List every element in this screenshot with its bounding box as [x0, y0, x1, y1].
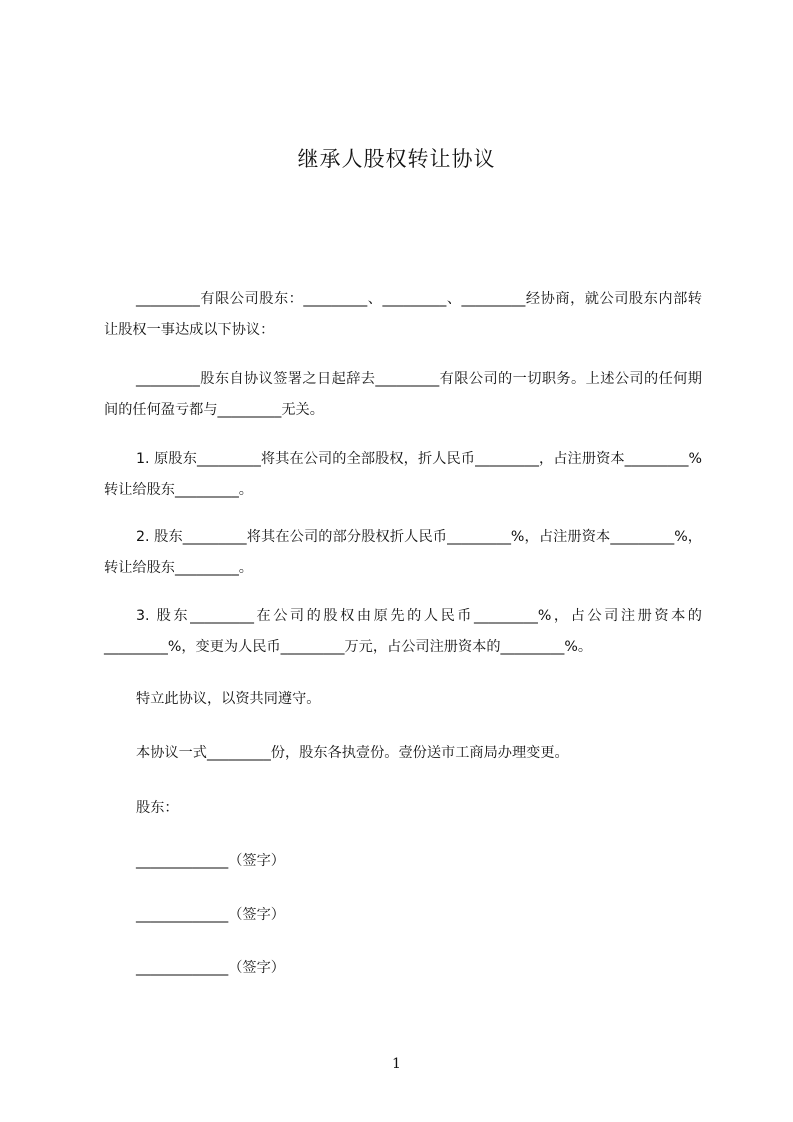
signature-line-3: _____________（签字）: [136, 960, 285, 976]
signature-line-1: _____________（签字）: [136, 853, 285, 869]
signature-line-2: _____________（签字）: [136, 907, 285, 923]
clause-1-paragraph: 1. 原股东_________将其在公司的全部股权，折人民币_________，占注册资本_________%转让给股东_________。: [104, 451, 702, 498]
resignation-paragraph: _________股东自协议签署之日起辞去_________有限公司的一切职务。上述公司的任何期间的任何盈亏都与_________无关。: [104, 371, 702, 418]
agreement-intro-paragraph: _________有限公司股东：_________、_________、_________经协商，就公司股东内部转让股权一事达成以下协议：: [104, 291, 702, 338]
document-title: 继承人股权转让协议: [297, 147, 496, 171]
agreement-statement: 特立此协议，以资共同遵守。: [136, 691, 321, 707]
shareholders-label: 股东：: [136, 800, 179, 816]
page-number: 1: [392, 1056, 401, 1072]
copies-clause: 本协议一式_________份，股东各执壹份。壹份送市工商局办理变更。: [136, 745, 569, 761]
clause-2-paragraph: 2. 股东_________将其在公司的部分股权折人民币_________%，占注册资本_________%，转让给股东_________。: [104, 529, 702, 576]
clause-3-paragraph: 3. 股东_________在公司的股权由原先的人民币_________%，占公司注册资本的_________%，变更为人民币_________万元，占公司注册资本的_________%。: [104, 608, 702, 655]
